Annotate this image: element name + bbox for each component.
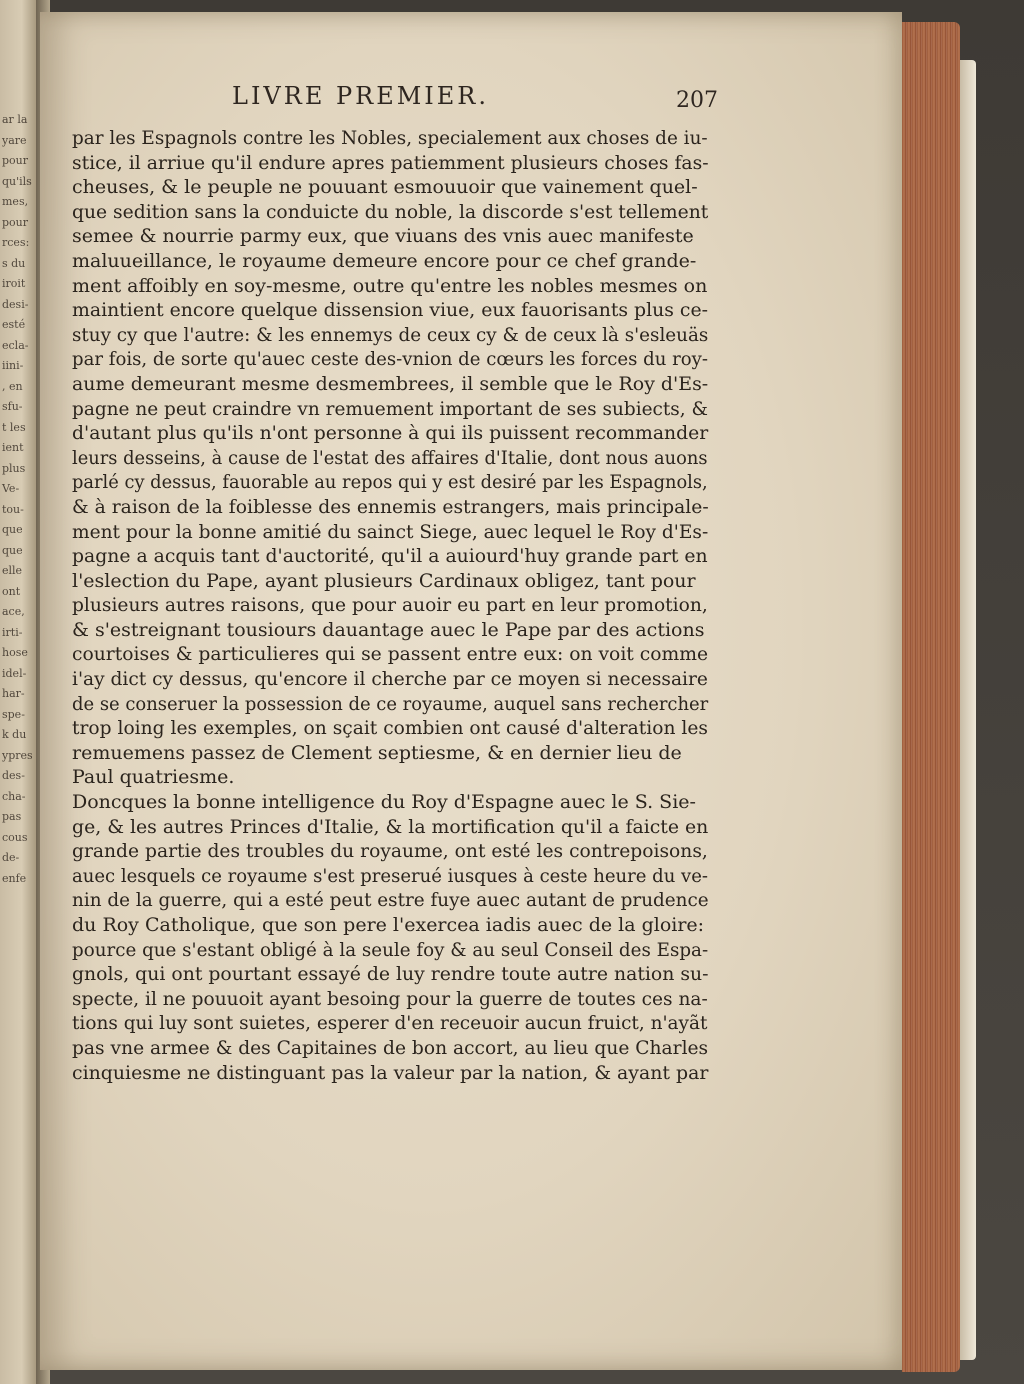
text-line: que sedition sans la conduicte du noble, la discorde s'est tellement: [72, 200, 709, 223]
text-line: i'ay dict cy dessus, qu'encore il cherche par ce moyen si necessaire: [72, 668, 708, 691]
fragment-line: desi-: [2, 297, 29, 311]
text-line: leurs desseins, à cause de l'estat des affaires d'Italie, dont nous auons: [72, 446, 708, 469]
running-title: LIVRE PREMIER.: [232, 82, 489, 110]
text-line: remuemens passez de Clement septiesme, & en dernier lieu de: [72, 741, 682, 764]
text-line: pource que s'estant obligé à la seule foy & au seul Conseil des Espa-: [72, 938, 709, 961]
text-line: auec lesquels ce royaume s'est preserué iusques à ceste heure du ve-: [72, 864, 709, 887]
text-line: aume demeurant mesme desmembrees, il semble que le Roy d'Es-: [72, 372, 709, 395]
text-line: grande partie des troubles du royaume, ont esté les contrepoisons,: [72, 840, 708, 863]
fragment-line: de-: [2, 851, 20, 864]
text-line: & à raison de la foiblesse des ennemis estrangers, mais principale-: [72, 495, 709, 518]
text-line: par les Espagnols contre les Nobles, specialement aux choses de iu-: [72, 127, 708, 149]
text-line: tions qui luy sont suietes, esperer d'en receuoir aucun fruict, n'ayãt: [72, 1012, 708, 1035]
fragment-line: ont: [2, 584, 21, 598]
fragment-line: irti-: [2, 625, 23, 639]
fragment-line: ace,: [2, 605, 25, 618]
fragment-line: que: [2, 543, 23, 557]
text-line: d'autant plus qu'ils n'ont personne à qui ils puissent recommander: [72, 422, 709, 445]
fragment-line: pour: [2, 154, 29, 167]
page-block-edge: [902, 22, 960, 1372]
fragment-line: t les: [2, 420, 26, 434]
fragment-line: idel-: [2, 666, 27, 680]
text-line: maluueillance, le royaume demeure encore pour ce chef grande-: [72, 249, 697, 272]
text-line: pagne ne peut craindre vn remuement important de ses subiects, &: [72, 397, 708, 420]
fragment-line: qu'ils: [2, 174, 32, 188]
fragment-line: que: [2, 523, 23, 536]
text-line: cinquiesme ne distinguant pas la valeur par la nation, & ayant par: [72, 1061, 709, 1084]
fragment-line: hose: [2, 646, 28, 659]
fragment-line: s du: [2, 256, 26, 270]
text-line: Doncques la bonne intelligence du Roy d'Espagne auec le S. Sie-: [72, 791, 696, 814]
fragment-line: ient: [2, 441, 24, 454]
text-line: & s'estreignant tousiours dauantage auec le Pape par des actions: [72, 618, 705, 641]
text-line: de se conseruer la possession de ce royaume, auquel sans rechercher: [72, 692, 709, 715]
fragment-line: , en: [2, 379, 23, 393]
text-line: l'eslection du Pape, ayant plusieurs Cardinaux obligez, tant pour: [72, 569, 696, 592]
text-line: pas vne armee & des Capitaines de bon accort, au lieu que Charles: [72, 1036, 709, 1059]
fragment-line: cous: [2, 830, 28, 844]
text-line: stuy cy que l'autre: & les ennemys de ceux cy & de ceux là s'esleuäs: [72, 323, 709, 346]
fragment-line: ar la: [2, 113, 28, 126]
fragment-line: har-: [2, 687, 25, 700]
fragment-line: ypres: [2, 748, 33, 762]
text-line: courtoises & particulieres qui se passent entre eux: on voit comme: [72, 643, 709, 666]
fragment-line: mes,: [2, 195, 29, 208]
text-line: par fois, de sorte qu'auec ceste des-vnion de cœurs les forces du roy-: [72, 348, 709, 371]
text-line: stice, il arriue qu'il endure apres patiemment plusieurs choses fas-: [72, 151, 709, 174]
fragment-line: spe-: [2, 707, 25, 721]
text-line: specte, il ne pouuoit ayant besoing pour la guerre de toutes ces na-: [72, 987, 708, 1010]
fragment-line: pour: [2, 215, 29, 229]
fragment-line: enfe: [2, 871, 27, 885]
fragment-line: tou-: [2, 502, 24, 516]
text-line: pagne a acquis tant d'auctorité, qu'il a auiourd'huy grande part en: [72, 545, 708, 568]
fragment-line: yare: [2, 133, 27, 147]
fragment-line: esté: [2, 318, 26, 331]
page-number: 207: [676, 88, 718, 113]
facing-page-edge: [0, 0, 36, 1384]
text-line: semee & nourrie parmy eux, que viuans des vnis auec manifeste: [72, 225, 694, 248]
fragment-line: iini-: [2, 359, 24, 372]
fragment-line: sfu-: [2, 400, 23, 413]
text-line: ment affoibly en soy-mesme, outre qu'entre les nobles mesmes on: [72, 274, 708, 297]
text-line: gnols, qui ont pourtant essayé de luy rendre toute autre nation su-: [72, 963, 709, 986]
fragment-line: k du: [2, 728, 27, 741]
text-line: du Roy Catholique, que son pere l'exercea iadis auec de la gloire:: [72, 914, 705, 936]
page-edge-highlight: [960, 60, 976, 1360]
text-line: parlé cy dessus, fauorable au repos qui y est desiré par les Espagnols,: [72, 471, 708, 494]
fragment-line: pas: [2, 810, 22, 823]
fragment-line: des-: [2, 769, 25, 782]
text-line: trop loing les exemples, on sçait combien ont causé d'alteration les: [72, 717, 708, 740]
text-line: ment pour la bonne amitié du sainct Siege, auec lequel le Roy d'Es-: [72, 520, 709, 543]
facing-page-fragments: [2, 110, 36, 889]
text-line: nin de la guerre, qui a esté peut estre fuye auec autant de prudence: [72, 889, 709, 912]
fragment-line: plus: [2, 461, 26, 475]
body-text: [72, 126, 708, 1085]
text-line: ge, & les autres Princes d'Italie, & la mortification qu'il a faicte en: [72, 815, 709, 838]
text-line: plusieurs autres raisons, que pour auoir eu part en leur promotion,: [72, 594, 708, 617]
text-line: maintient encore quelque dissension viue, eux fauorisants plus ce-: [72, 299, 708, 322]
fragment-line: Ve-: [2, 482, 20, 495]
fragment-line: cha-: [2, 789, 26, 803]
text-line: cheuses, & le peuple ne pouuant esmouuoir que vainement quel-: [72, 176, 698, 199]
fragment-line: iroit: [2, 277, 26, 290]
fragment-line: rces:: [2, 236, 30, 249]
text-line: Paul quatriesme.: [72, 766, 235, 789]
fragment-line: elle: [2, 564, 23, 577]
fragment-line: ecla-: [2, 338, 29, 352]
